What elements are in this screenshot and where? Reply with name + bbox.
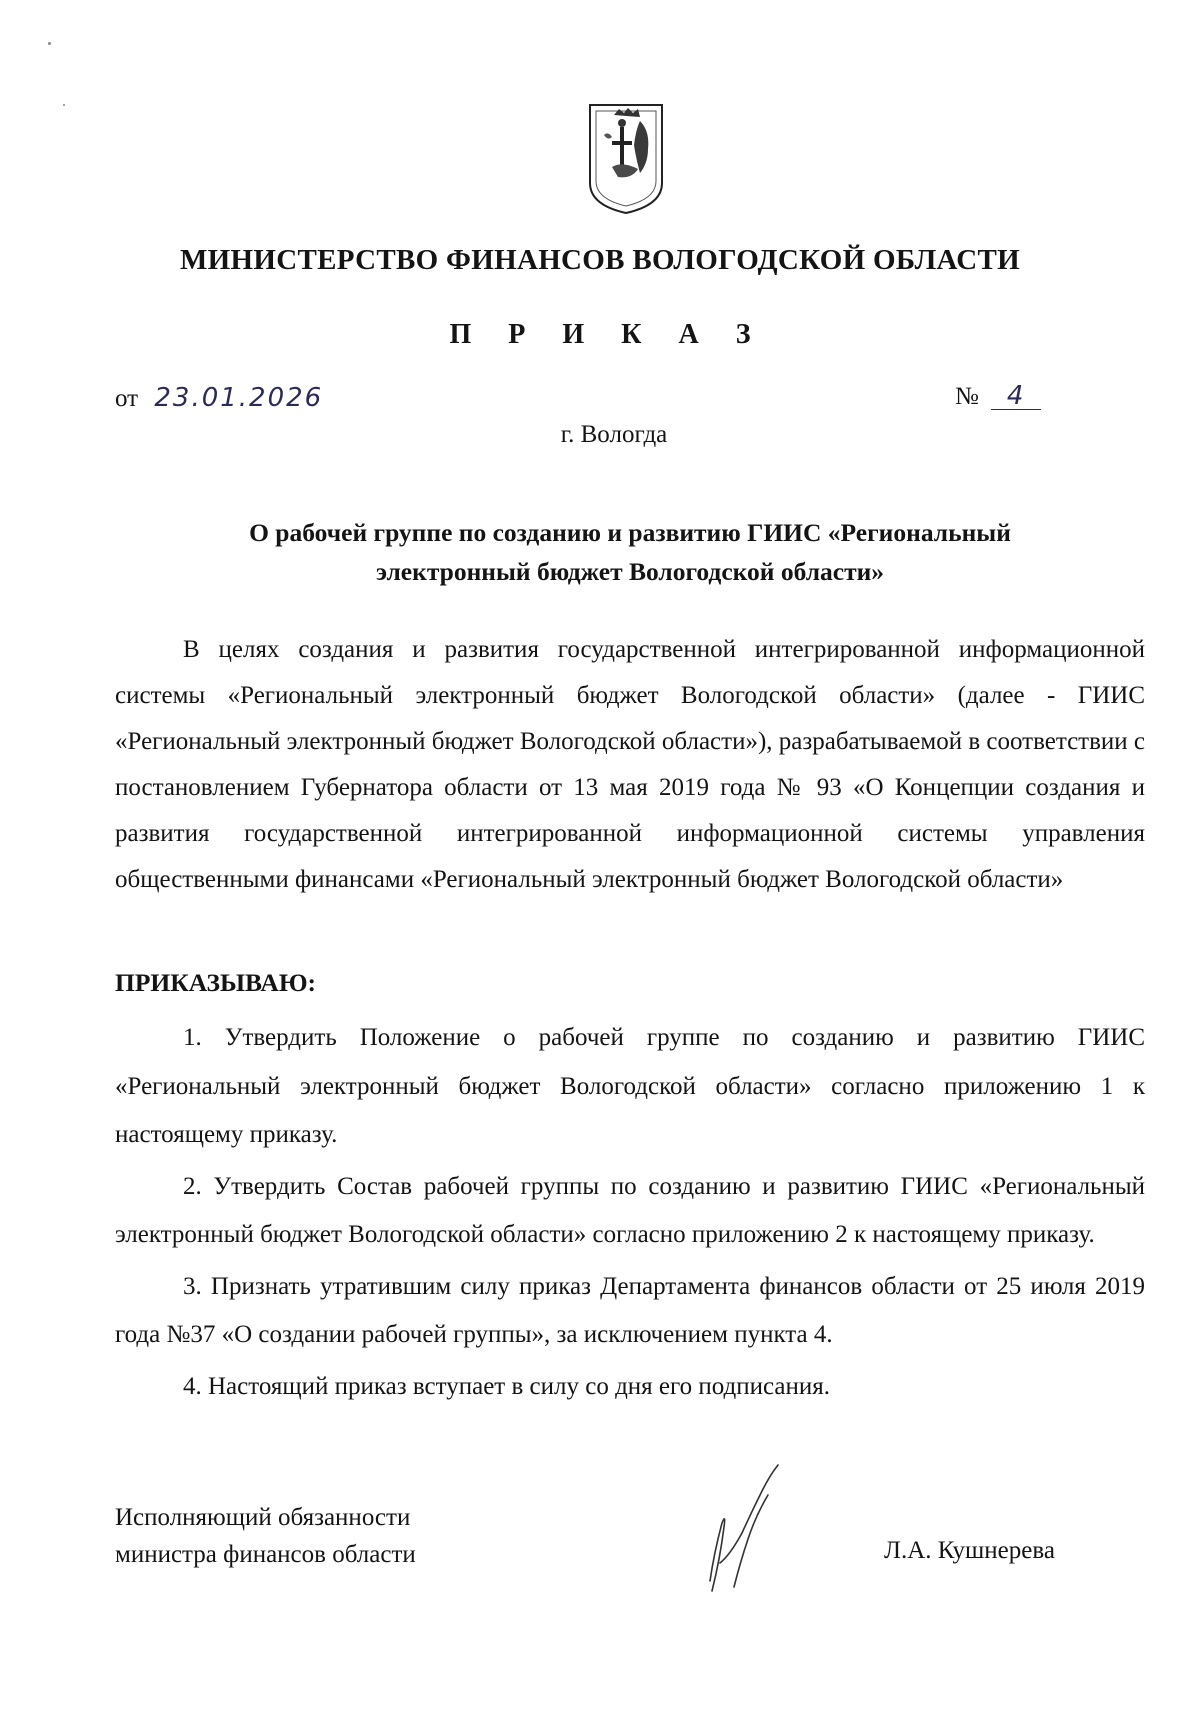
preamble-block <box>115 627 1145 903</box>
order-item-1: 1. Утвердить Положение о рабочей группе по созданию и развитию ГИИС «Региональный электронный бюджет Вологодской области» согласно приложению 1 к настоящему приказу. <box>115 1024 1145 1148</box>
order-item-4: 4. Настоящий приказ вступает в силу со дня его подписания. <box>183 1372 831 1400</box>
order-title-line-1: О рабочей группе по созданию и развитию ГИИС «Региональный <box>249 518 1011 547</box>
document-type-heading: П Р И К А З <box>449 319 766 350</box>
scan-speck <box>63 104 65 106</box>
city-line: г. Вологда <box>560 421 668 448</box>
order-item-3: 3. Признать утратившим силу приказ Департамента финансов области от 25 июля 2019 года №37 «О создании рабочей группы», за исключением пункта 4. <box>115 1272 1145 1348</box>
ministry-heading: МИНИСТЕРСТВО ФИНАНСОВ ВОЛОГОДСКОЙ ОБЛАСТИ <box>179 244 1021 276</box>
order-date-line <box>115 383 323 413</box>
signatory-title <box>115 1499 416 1573</box>
handwritten-signature <box>690 1463 800 1593</box>
order-number-handwritten: 4 <box>991 383 1041 410</box>
signatory-title-line-2: министра финансов области <box>115 1541 416 1568</box>
number-prefix: № <box>955 383 979 410</box>
date-prefix: от <box>115 385 139 412</box>
order-directive-word: ПРИКАЗЫВАЮ: <box>115 968 317 997</box>
preamble-paragraph: В целях создания и развития государственной интегрированной информационной системы «Региональный электронный бюджет Вологодской области» (далее - ГИИС «Региональный электронный бюджет Вологодской области»), разрабатываемой в соответствии с постановлением Губернатора области от 13 мая 2019 года № 93 «О Концепции создания и развития государственной интегрированной информационной системы управления общественными финансами «Региональный электронный бюджет Вологодской области» <box>115 636 1146 893</box>
coat-of-arms-icon <box>586 101 666 216</box>
order-item-2: 2. Утвердить Состав рабочей группы по созданию и развитию ГИИС «Региональный электронный бюджет Вологодской области» согласно приложению 2 к настоящему приказу. <box>115 1172 1145 1248</box>
order-title-line-2: электронный бюджет Вологодской области» <box>375 557 885 586</box>
order-number-line <box>955 383 1041 411</box>
signatory-name: Л.А. Кушнерева <box>884 1537 1055 1564</box>
signatory-title-line-1: Исполняющий обязанности <box>115 1504 411 1531</box>
scan-speck <box>48 42 51 45</box>
order-date-handwritten: 23.01.2026 <box>154 383 324 413</box>
order-items-list <box>115 1014 1145 1414</box>
order-title <box>140 513 1120 591</box>
